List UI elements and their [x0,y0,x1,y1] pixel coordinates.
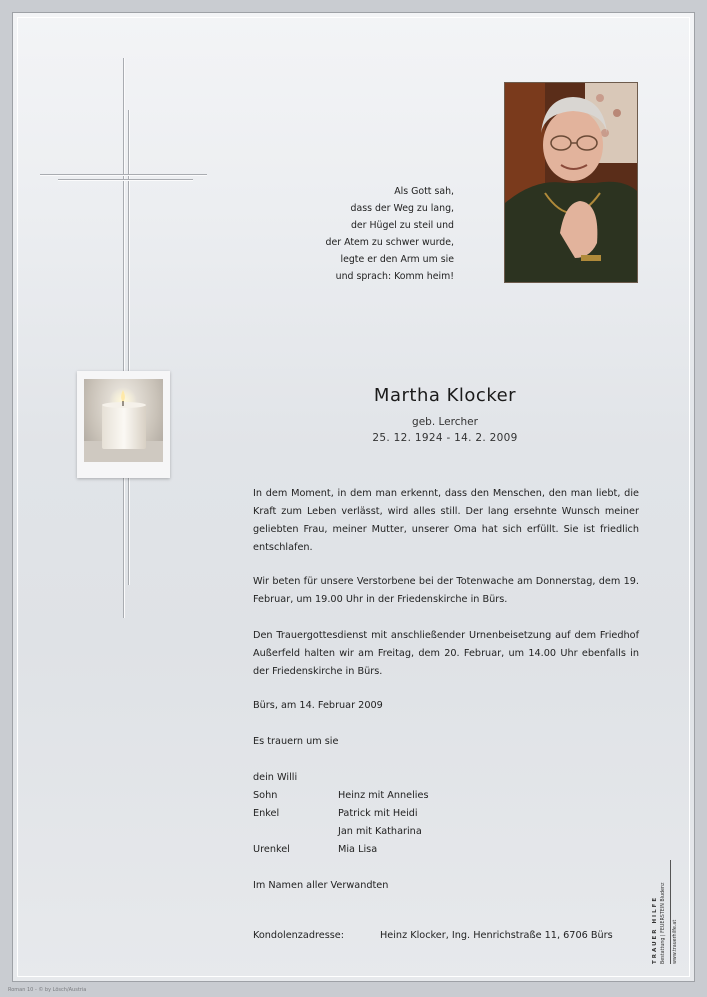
footer-note: Roman 10 - © by Lösch/Austria [8,987,87,993]
logo-url: www.trauerhilfe.at [673,919,678,964]
life-dates: 25. 12. 1924 - 14. 2. 2009 [372,432,518,444]
portrait-photo [504,82,638,283]
mourner-names: Jan mit Katharina [338,826,422,837]
poem-line: und sprach: Komm heim! [335,271,454,282]
place-date: Bürs, am 14. Februar 2009 [253,700,383,711]
mourner-relation: Enkel [253,808,280,819]
mourner-relation: Urenkel [253,844,290,855]
condolence-label: Kondolenzadresse: [253,930,345,941]
mourner-relation: Sohn [253,790,278,801]
mourner-names: Mia Lisa [338,844,378,855]
mourner-names: Heinz mit Annelies [338,790,429,801]
paragraph-funeral: Den Trauergottesdienst mit anschließender Urnenbeisetzung auf dem Friedhof Außerfeld halten wir am Freitag, dem 20. Februar, um 14.00 Uhr ebenfalls in der Friedenskirche in Bürs. [253,630,639,677]
mourner-relation: dein Willi [253,772,298,783]
paragraph-intro: In dem Moment, in dem man erkennt, dass den Menschen, den man liebt, die Kraft zum Leben verlässt, wird alles still. Der lang ersehnte Wunsch meiner geliebten Frau, meiner Mutter, unserer Oma hat sich erfüllt. Sie ist friedlich entschlafen. [253,488,639,553]
closing-line: Im Namen aller Verwandten [253,880,389,891]
logo-subtitle: Bestattung | FEUERSTEIN Bludenz [661,882,666,964]
poem-line: Als Gott sah, [394,186,454,197]
mourner-names: Patrick mit Heidi [338,808,418,819]
poem-line: der Atem zu schwer wurde, [325,237,454,248]
funeral-home-logo [650,860,688,970]
poem-line: dass der Weg zu lang, [350,203,454,214]
logo-title: TRAUER HILFE [652,895,658,964]
candle-image [77,371,170,478]
poem [300,183,454,285]
poem-line: der Hügel zu steil und [350,220,454,231]
condolence-address: Heinz Klocker, Ing. Henrichstraße 11, 6706 Bürs [380,930,613,941]
mourners-intro: Es trauern um sie [253,736,339,747]
deceased-name: Martha Klocker [373,385,517,406]
paragraph-wake: Wir beten für unsere Verstorbene bei der Totenwache am Donnerstag, dem 19. Februar, um 19.00 Uhr in der Friedenskirche in Bürs. [253,576,639,605]
poem-line: legte er den Arm um sie [340,254,454,265]
birth-name: geb. Lercher [412,416,478,428]
